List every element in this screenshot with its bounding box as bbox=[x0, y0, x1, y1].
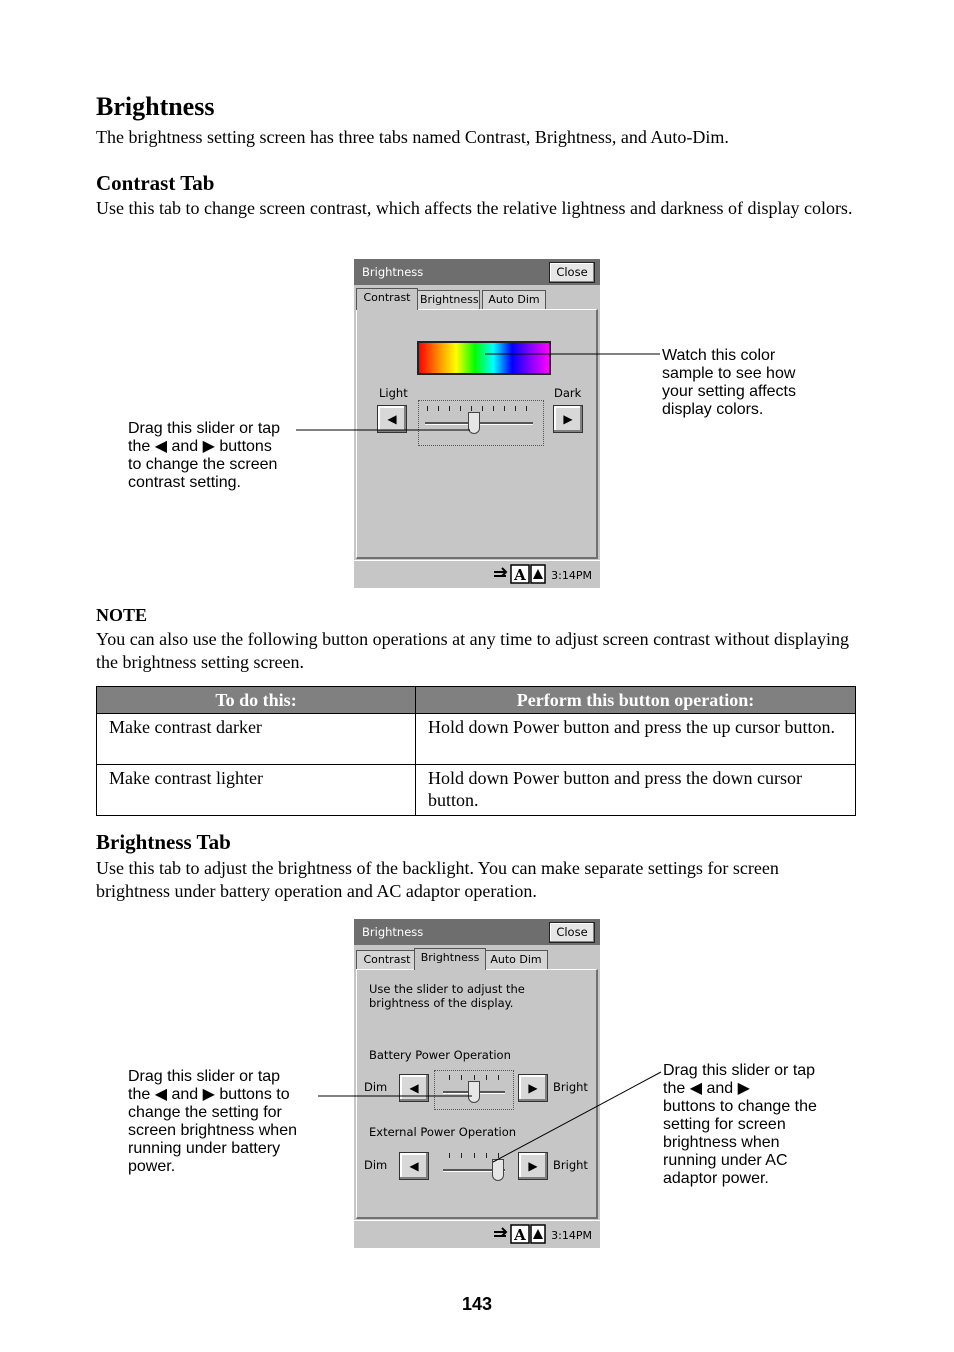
tab-contrast[interactable]: Contrast bbox=[356, 950, 418, 969]
note-text: You can also use the following button operations at any time to adjust screen contrast without displaying the brightness setting screen. bbox=[96, 629, 850, 672]
tab-auto-dim[interactable]: Auto Dim bbox=[482, 290, 546, 309]
bright-label: Bright bbox=[553, 1080, 588, 1094]
table-cell: Hold down Power button and press the up cursor button. bbox=[416, 714, 856, 765]
instruction-text: Use the slider to adjust the brightness of the display. bbox=[369, 982, 525, 1010]
ime-indicator: A bbox=[514, 1226, 526, 1244]
tab-auto-dim[interactable]: Auto Dim bbox=[484, 950, 548, 969]
dark-label: Dark bbox=[554, 386, 582, 400]
page-number: 143 bbox=[461, 1294, 493, 1314]
contrast-tab-description: Use this tab to change screen contrast, which affects the relative lightness and darkness of display colors. bbox=[96, 198, 853, 218]
battery-slider-callout: Drag this slider or tap the ◀ and ▶ buttons to change the setting for screen brightness when running under battery power. bbox=[128, 1068, 297, 1175]
brightness-tab-heading: Brightness Tab bbox=[96, 830, 231, 854]
table-header: Perform this button operation: bbox=[416, 687, 856, 714]
close-button[interactable]: Close bbox=[549, 262, 595, 283]
window-title: Brightness bbox=[362, 265, 424, 279]
battery-dim-button[interactable]: ◀ bbox=[399, 1074, 429, 1102]
contrast-lighter-button[interactable]: ◀ bbox=[377, 405, 407, 433]
contrast-tab-heading: Contrast Tab bbox=[96, 171, 215, 195]
table-cell: Hold down Power button and press the down cursor button. bbox=[416, 765, 856, 816]
intro-text: The brightness setting screen has three tabs named Contrast, Brightness, and Auto-Dim. bbox=[96, 127, 729, 147]
page-title: Brightness bbox=[96, 92, 215, 121]
close-button[interactable]: Close bbox=[549, 922, 595, 943]
note-heading: NOTE bbox=[96, 605, 148, 625]
external-dim-button[interactable]: ◀ bbox=[399, 1152, 429, 1180]
clock: 3:14PM bbox=[551, 569, 592, 582]
table-header: To do this: bbox=[97, 687, 416, 714]
dim-label: Dim bbox=[364, 1080, 388, 1094]
window-title: Brightness bbox=[362, 925, 424, 939]
tab-brightness[interactable]: Brightness bbox=[414, 948, 486, 970]
dim-label: Dim bbox=[364, 1158, 388, 1172]
battery-bright-button[interactable]: ▶ bbox=[518, 1074, 548, 1102]
color-sample-callout: Watch this color sample to see how your setting affects display colors. bbox=[662, 347, 796, 418]
contrast-darker-button[interactable]: ▶ bbox=[553, 405, 583, 433]
tab-contrast[interactable]: Contrast bbox=[356, 288, 418, 310]
light-label: Light bbox=[379, 386, 408, 400]
external-slider-callout: Drag this slider or tap the ◀ and ▶ buttons to change the setting for screen brightness when running under AC adaptor power. bbox=[663, 1062, 817, 1187]
brightness-tab-description: Use this tab to adjust the brightness of the backlight. You can make separate settings for screen brightness under battery operation and AC adaptor operation. bbox=[96, 858, 779, 901]
table-cell: Make contrast darker bbox=[97, 714, 416, 765]
tab-brightness[interactable]: Brightness bbox=[416, 290, 480, 309]
table-cell: Make contrast lighter bbox=[97, 765, 416, 816]
bright-label: Bright bbox=[553, 1158, 588, 1172]
clock: 3:14PM bbox=[551, 1229, 592, 1242]
external-power-label: External Power Operation bbox=[369, 1125, 517, 1139]
battery-power-label: Battery Power Operation bbox=[369, 1048, 511, 1062]
external-bright-button[interactable]: ▶ bbox=[518, 1152, 548, 1180]
contrast-slider-callout: Drag this slider or tap the ◀ and ▶ buttons to change the screen contrast setting. bbox=[128, 420, 281, 491]
ime-indicator: A bbox=[514, 566, 526, 584]
